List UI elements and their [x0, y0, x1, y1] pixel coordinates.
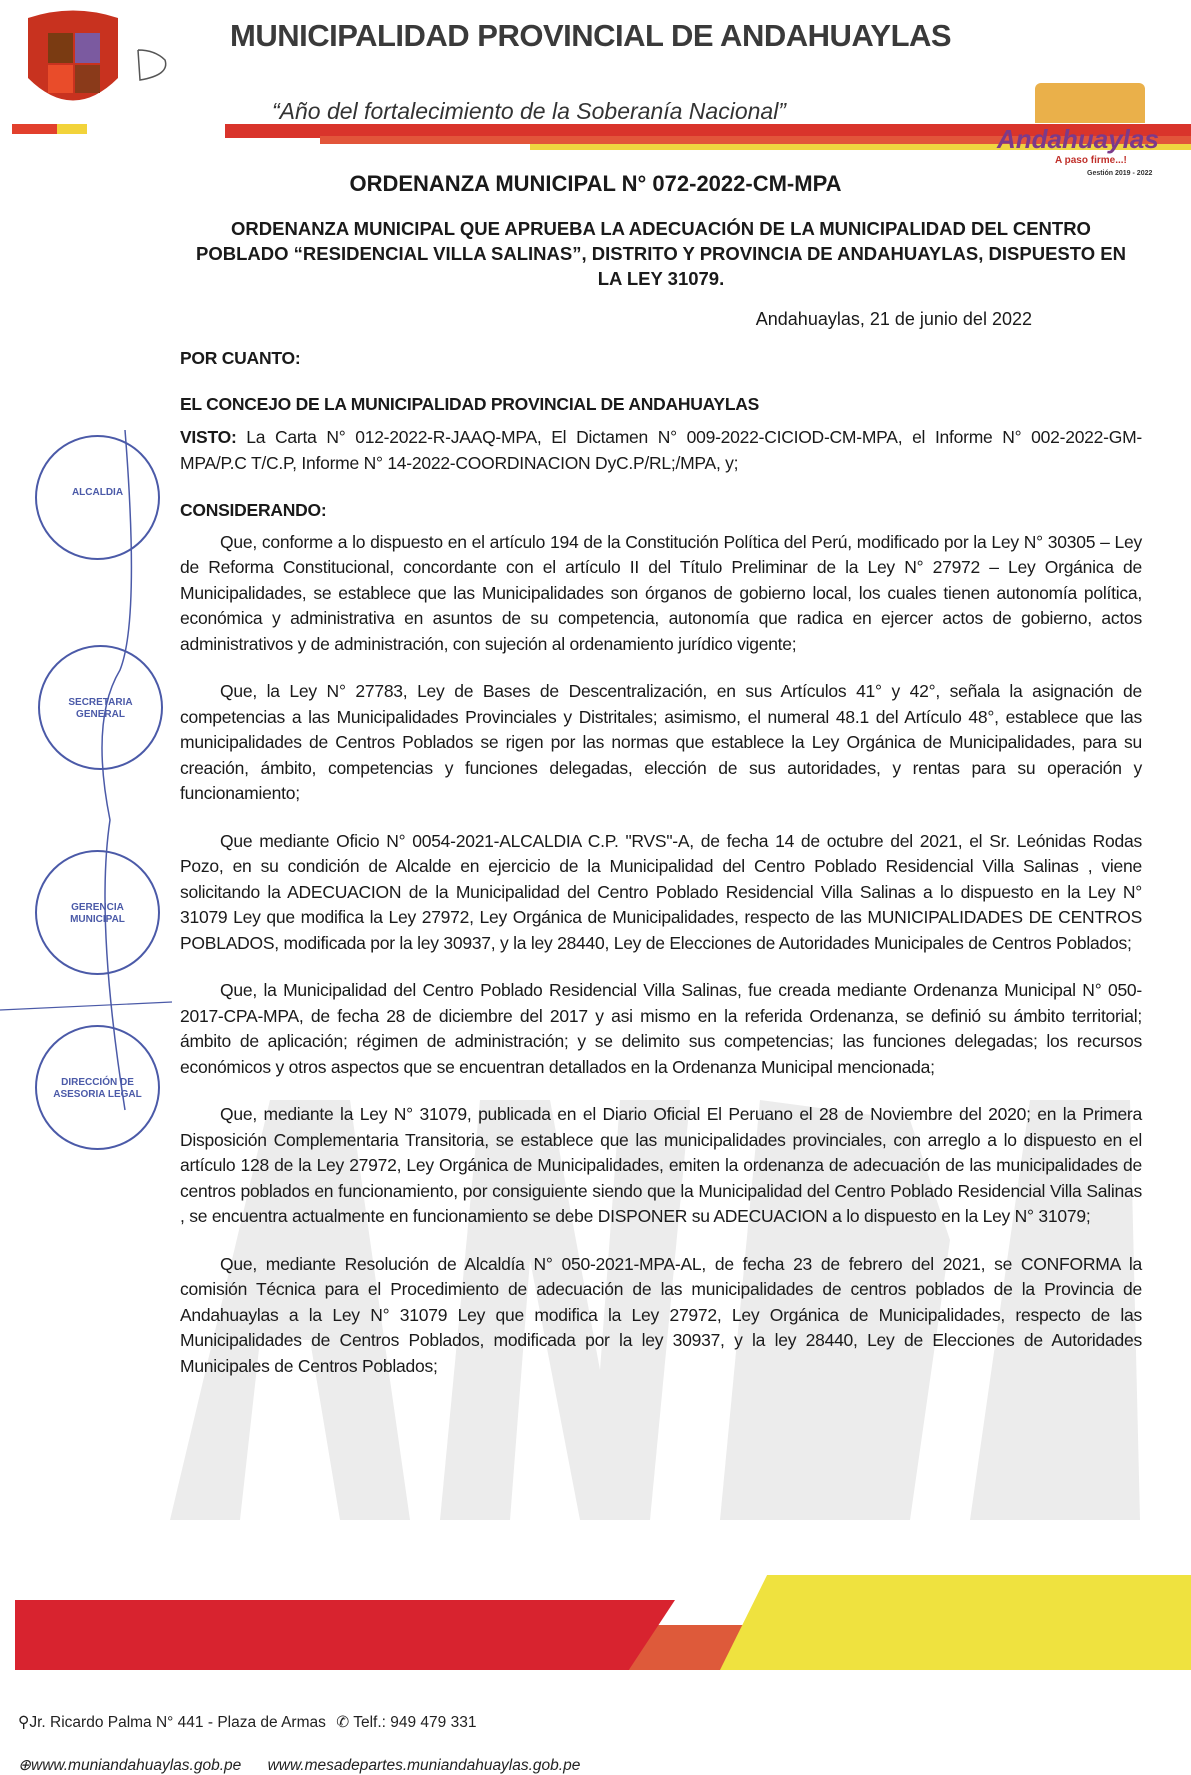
- footer-address: ⚲Jr. Ricardo Palma N° 441 - Plaza de Armas ✆ Telf.: 949 479 331: [18, 1714, 477, 1731]
- paragraph: Que, conforme a lo dispuesto en el artículo 194 de la Constitución Política del Perú, modificado por la Ley N° 30305 – Ley de Reforma Constitucional, concordante con el artículo II del Título Preliminar de la Ley N° 27972 – Ley Orgánica de Municipalidades, se establece que las Municipalidades son órganos de gobierno local, los cuales tienen autonomía política, económica y administrativa en asuntos de su competencia, autonomía que radica en ejercer actos de gobierno, actos administrativos y de administración, con sujeción al ordenamiento jurídico vigente;: [180, 531, 1142, 654]
- location-pin-icon: ⚲: [18, 1714, 30, 1731]
- por-cuanto-heading: POR CUANTO:: [180, 348, 301, 368]
- signature-strokes: [0, 420, 175, 1120]
- footer-band: [15, 1600, 675, 1670]
- globe-icon: ⊕: [18, 1757, 31, 1774]
- document-subtitle: ORDENANZA MUNICIPAL QUE APRUEBA LA ADECUACIÓN DE LA MUNICIPALIDAD DEL CENTRO POBLADO “RESIDENCIAL VILLA SALINAS”, DISTRITO Y PROVINCIA DE ANDAHUAYLAS, DISPUESTO EN LA LEY 31079.: [196, 218, 1126, 289]
- stamp-gerencia: GERENCIA MUNICIPAL: [35, 850, 160, 975]
- document-body: [180, 170, 1142, 1379]
- website-link[interactable]: www.muniandahuaylas.gob.pe: [31, 1757, 242, 1774]
- document-date: Andahuaylas, 21 de junio del 2022: [755, 309, 1032, 329]
- paragraph: Que, mediante la Ley N° 31079, publicada en el Diario Oficial El Peruano el 28 de Noviembre del 2020; en la Primera Disposición Complementaria Transitoria, se establece que las municipalidades provinciales, con arreglo a lo dispuesto en el artículo 128 de la Ley 27972, Ley Orgánica de Municipalidades, emiten la ordenanza de adecuación de las municipalidades de centros poblados en funcionamiento, por consiguiente siendo que la Municipalidad del Centro Poblado Residencial Villa Salinas , se encuentra actualmente en funcionamiento se debe DISPONER su ADECUACION a lo dispuesto en la Ley N° 31079;: [180, 1104, 1142, 1226]
- andahuaylas-logo: Andahuaylas A paso firme...! Gestión 2019 - 2022: [995, 83, 1160, 183]
- header-band: [12, 124, 87, 134]
- footer-band: [720, 1575, 1191, 1670]
- mesa-partes-link[interactable]: www.mesadepartes.muniandahuaylas.gob.pe: [267, 1757, 581, 1774]
- visto-paragraph: VISTO: La Carta N° 012-2022-R-JAAQ-MPA, El Dictamen N° 009-2022-CICIOD-CM-MPA, el Informe N° 002-2022-GM-MPA/P.C T/C.P, Informe N° 14-2022-COORDINACION DyC.P/RL;/MPA, y;: [180, 427, 1142, 473]
- paragraph: Que, la Ley N° 27783, Ley de Bases de Descentralización, en sus Artículos 41° y 42°, señala la asignación de competencias a las Municipalidades Provinciales y Distritales; asimismo, el numeral 48.1 del Artículo 48°, establece que las municipalidades de Centros Poblados se rigen por las normas que establece la Ley Orgánica de Municipalidades, para su creación, ámbito, competencias y funciones delegadas, elección de sus autoridades, y rentas para su operación y funcionamiento;: [180, 681, 1142, 803]
- document-title: ORDENANZA MUNICIPAL N° 072-2022-CM-MPA: [349, 171, 842, 196]
- considerando-heading: CONSIDERANDO:: [180, 500, 327, 520]
- stamp-asesoria-legal: DIRECCIÓN DE ASESORIA LEGAL: [35, 1025, 160, 1150]
- paragraph: Que, mediante Resolución de Alcaldía N° 050-2021-MPA-AL, de fecha 23 de febrero del 2021, se CONFORMA la comisión Técnica para el Procedimiento de adecuación de las municipalidades de centros poblados de la Provincia de Andahuaylas a la Ley N° 31079 Ley que modifica la Ley 27972, Ley Orgánica de Municipalidades, respecto de las Municipalidades de Centros Poblados, modificada por la ley 30937, y la ley 28440, Ley de Elecciones de Autoridades Municipales de Centros Poblados;: [180, 1253, 1142, 1376]
- paragraph: Que mediante Oficio N° 0054-2021-ALCALDIA C.P. "RVS"-A, de fecha 14 de octubre del 2021, el Sr. Leónidas Rodas Pozo, en su condición de Alcalde en ejercicio de la Municipalidad del Centro Poblado Residencial Villa Salinas , viene solicitando la ADECUACION de la Municipalidad del Centro Poblado Residencial Villa Salinas a lo dispuesto en la Ley N° 31079 Ley que modifica la Ley 27972, Ley Orgánica de Municipalidades, respecto de las MUNICIPALIDADES DE CENTROS POBLADOS, modificada por la ley 30937, y la ley 28440, Ley de Elecciones de Autoridades Municipales de Centros Poblados;: [180, 830, 1142, 953]
- phone-icon: ✆: [336, 1714, 350, 1731]
- concejo-heading: EL CONCEJO DE LA MUNICIPALIDAD PROVINCIAL DE ANDAHUAYLAS: [180, 393, 760, 414]
- footer-web: [18, 1756, 1191, 1775]
- paragraph: Que, la Municipalidad del Centro Poblado Residencial Villa Salinas, fue creada mediante Ordenanza Municipal N° 050-2017-CPA-MPA, de fecha 28 de diciembre del 2017 y asi mismo en la referida Ordenanza, se definió su ámbito territorial; ámbito de aplicación; régimen de administración; y se delimito sus competencias; las funciones delegadas; los recursos económicos y otros aspectos que se encuentran detallados en la Ordenanza Municipal mencionada;: [180, 980, 1142, 1077]
- institution-name: MUNICIPALIDAD PROVINCIAL DE ANDAHUAYLAS: [230, 18, 952, 53]
- stamp-alcaldia: ALCALDIA: [35, 435, 160, 560]
- motto: “Año del fortalecimiento de la Soberanía Nacional”: [272, 98, 786, 124]
- stamp-secretaria: SECRETARIA GENERAL: [38, 645, 163, 770]
- coat-of-arms-logo: [18, 8, 128, 120]
- handwritten-initial: [130, 45, 175, 85]
